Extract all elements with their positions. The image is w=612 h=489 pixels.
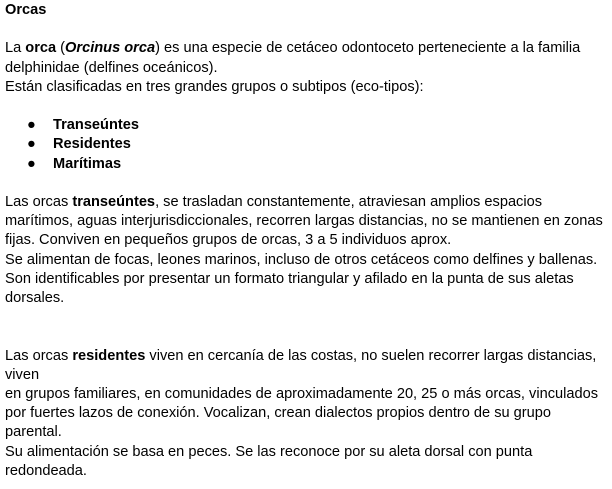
intro-term: orca (25, 40, 57, 57)
transeuntes-line-1 (5, 193, 609, 212)
list-item (5, 155, 609, 174)
spacer (5, 174, 609, 193)
scientific-name: Orcinus orca (65, 40, 156, 57)
residentes-pre: Las orcas (5, 347, 73, 364)
list-item-label: Marítimas (53, 155, 122, 172)
document-title: Orcas (5, 2, 47, 18)
transeuntes-line: fijas. Conviven en pequeños grupos de orcas, 3 a 5 individuos aprox. (5, 232, 452, 249)
residentes-paragraph (5, 347, 609, 481)
residentes-line: por fuertes lazos de conexión. Vocalizan, crean dialectos propios dentro de su grupo (5, 405, 551, 422)
intro-line-2: delphinidae (delfines oceánicos). (5, 59, 218, 76)
bullet-icon: ● (27, 117, 36, 134)
ecotype-list (5, 116, 609, 174)
list-item (5, 135, 609, 154)
list-item-label: Transeúntes (53, 117, 139, 134)
residentes-line: Su alimentación se basa en peces. Se las reconoce por su aleta dorsal con punta (5, 443, 533, 460)
bullet-icon: ● (27, 136, 36, 153)
residentes-term: residentes (72, 347, 146, 364)
spacer (5, 20, 609, 39)
list-item-label: Residentes (53, 136, 131, 153)
residentes-line: en grupos familiares, en comunidades de aproximadamente 20, 25 o más orcas, vinculados (5, 386, 598, 402)
transeuntes-line: Son identificables por presentar un formato triangular y afilado en la punta de sus aletas (5, 270, 574, 287)
intro-paragraph (5, 39, 609, 97)
residentes-line-1 (5, 347, 609, 366)
intro-paren-open: ( (56, 40, 66, 57)
transeuntes-term: transeúntes (72, 193, 156, 210)
spacer (5, 97, 609, 116)
intro-line-1 (5, 39, 609, 58)
transeuntes-rest: , se trasladan constantemente, atraviesan amplios espacios (155, 193, 543, 210)
residentes-rest: viven en cercanía de las costas, no suelen recorrer largas distancias, (145, 347, 597, 364)
document-page (5, 1, 609, 481)
transeuntes-pre: Las orcas (5, 193, 73, 210)
intro-paren-close: ) (155, 40, 160, 57)
residentes-line: redondeada. (5, 462, 87, 479)
spacer (5, 308, 609, 346)
intro-pre: La (5, 40, 26, 57)
bullet-icon: ● (27, 155, 36, 172)
intro-rest: es una especie de cetáceo odontoceto perteneciente a la familia (159, 40, 581, 57)
residentes-line: parental. (5, 424, 62, 441)
transeuntes-line: Se alimentan de focas, leones marinos, incluso de otros cetáceos como delfines y ballenas. (5, 251, 598, 268)
residentes-line: viven (5, 366, 40, 383)
transeuntes-line: dorsales. (5, 290, 65, 306)
intro-line-3: Están clasificadas en tres grandes grupos o subtipos (eco-tipos): (5, 78, 424, 95)
transeuntes-paragraph (5, 193, 609, 308)
list-item (5, 116, 609, 135)
transeuntes-line: marítimos, aguas interjurisdiccionales, recorren largas distancias, no se mantienen en zonas (5, 213, 603, 230)
